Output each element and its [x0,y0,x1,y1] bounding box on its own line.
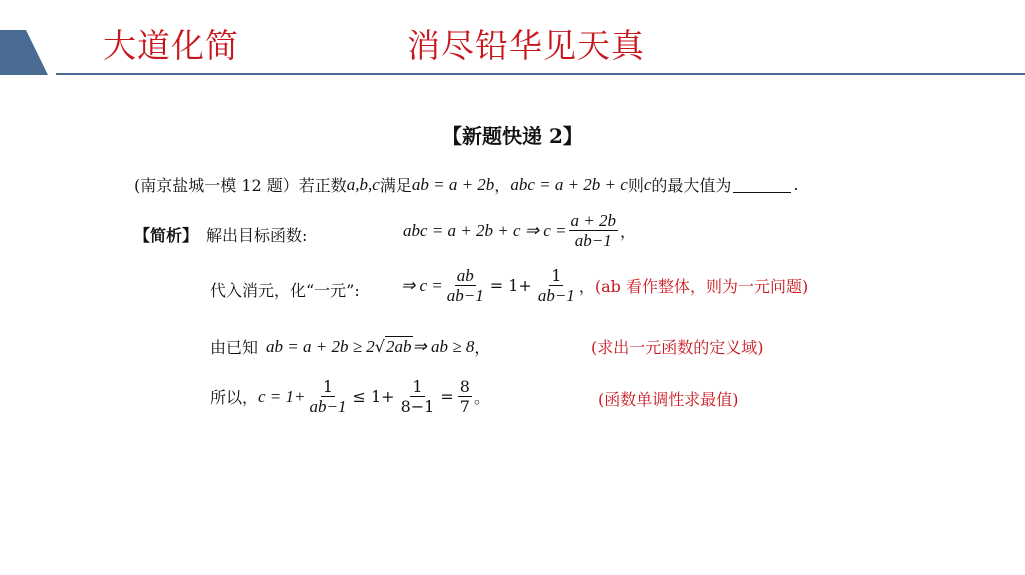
problem-period: . [793,175,799,194]
step2-num2: 1 [551,266,562,285]
problem-then: 则 [627,176,644,195]
analysis-step1-label [134,223,307,246]
section-title: 【新题快递 2】 [442,124,583,148]
step1-fraction [569,211,618,250]
problem-statement [134,173,799,196]
step4-fraction3 [458,377,472,416]
step4-num1: 1 [322,377,334,396]
step4-eq: = [440,387,454,406]
header-divider [56,73,1025,75]
analysis-label: 【简析】 [134,226,199,245]
step3-expr2: ⇒ ab ≥ 8 [412,336,475,356]
step2-formula [401,266,808,305]
header-corner-shape [0,30,48,76]
step2-text: 代入消元，化“一元”: [210,281,360,300]
step4-fraction1 [308,377,349,416]
step2-fraction2 [536,266,577,305]
step4-den1: ab−1 [309,397,347,416]
problem-cvar: c [643,174,652,194]
step1-numerator: a + 2b [570,211,617,230]
step2-den2: ab−1 [537,286,575,305]
step2-mid: = 1+ [489,276,532,295]
step4-note: (函数单调性求最值) [598,390,739,409]
step4-num2: 1 [412,377,423,396]
problem-eq1: ab = a + 2b [411,174,495,194]
step1-lhs: abc = a + 2b + c ⇒ c = [403,220,567,240]
problem-comma: ， [494,176,511,195]
step4-tail: 。 [473,388,490,407]
step3-note: (求出一元函数的定义域) [591,338,764,357]
problem-source: (南京盐城一模 12 题）若正数 [134,176,347,195]
header-left-title: 大道化简 [103,26,239,65]
problem-eq2: abc = a + 2b + c [510,174,628,194]
step2-lhs: ⇒ c = [401,275,443,295]
step3-tail: ， [474,338,491,357]
step1-formula [403,211,636,250]
sqrt-sign-icon: √ [374,337,385,356]
step2-den1: ab−1 [446,286,484,305]
step2-note: (ab 看作整体，则为一元问题) [594,277,809,296]
step1-denominator: ab−1 [574,231,612,250]
step4-text: 所以， [210,388,259,407]
step4-den3: 7 [459,397,470,416]
step4-line [210,377,490,416]
step1-tail: ， [620,222,637,241]
problem-satisfy: 满足 [379,176,412,195]
step2-fraction1 [445,266,486,305]
step3-expr1: ab = a + 2b ≥ 2 [266,336,375,356]
step4-fraction2 [399,377,437,416]
header-right-title: 消尽铅华见天真 [407,26,645,65]
step3-sqrt: 2ab [386,337,412,356]
problem-vars: a,b,c [346,174,380,194]
answer-blank [733,176,791,193]
step4-num3: 8 [459,377,470,396]
problem-ask: 的最大值为 [651,176,732,195]
step4-lhs: c = 1+ [258,386,306,406]
step3-line [210,335,490,358]
step4-den2: 8−1 [400,397,435,416]
step1-text: 解出目标函数: [206,226,308,245]
step2-comma: ， [578,277,595,296]
step3-text: 由已知 [210,338,259,357]
step4-mid: ≤ 1+ [352,387,395,406]
step2-num1: ab [456,266,474,285]
